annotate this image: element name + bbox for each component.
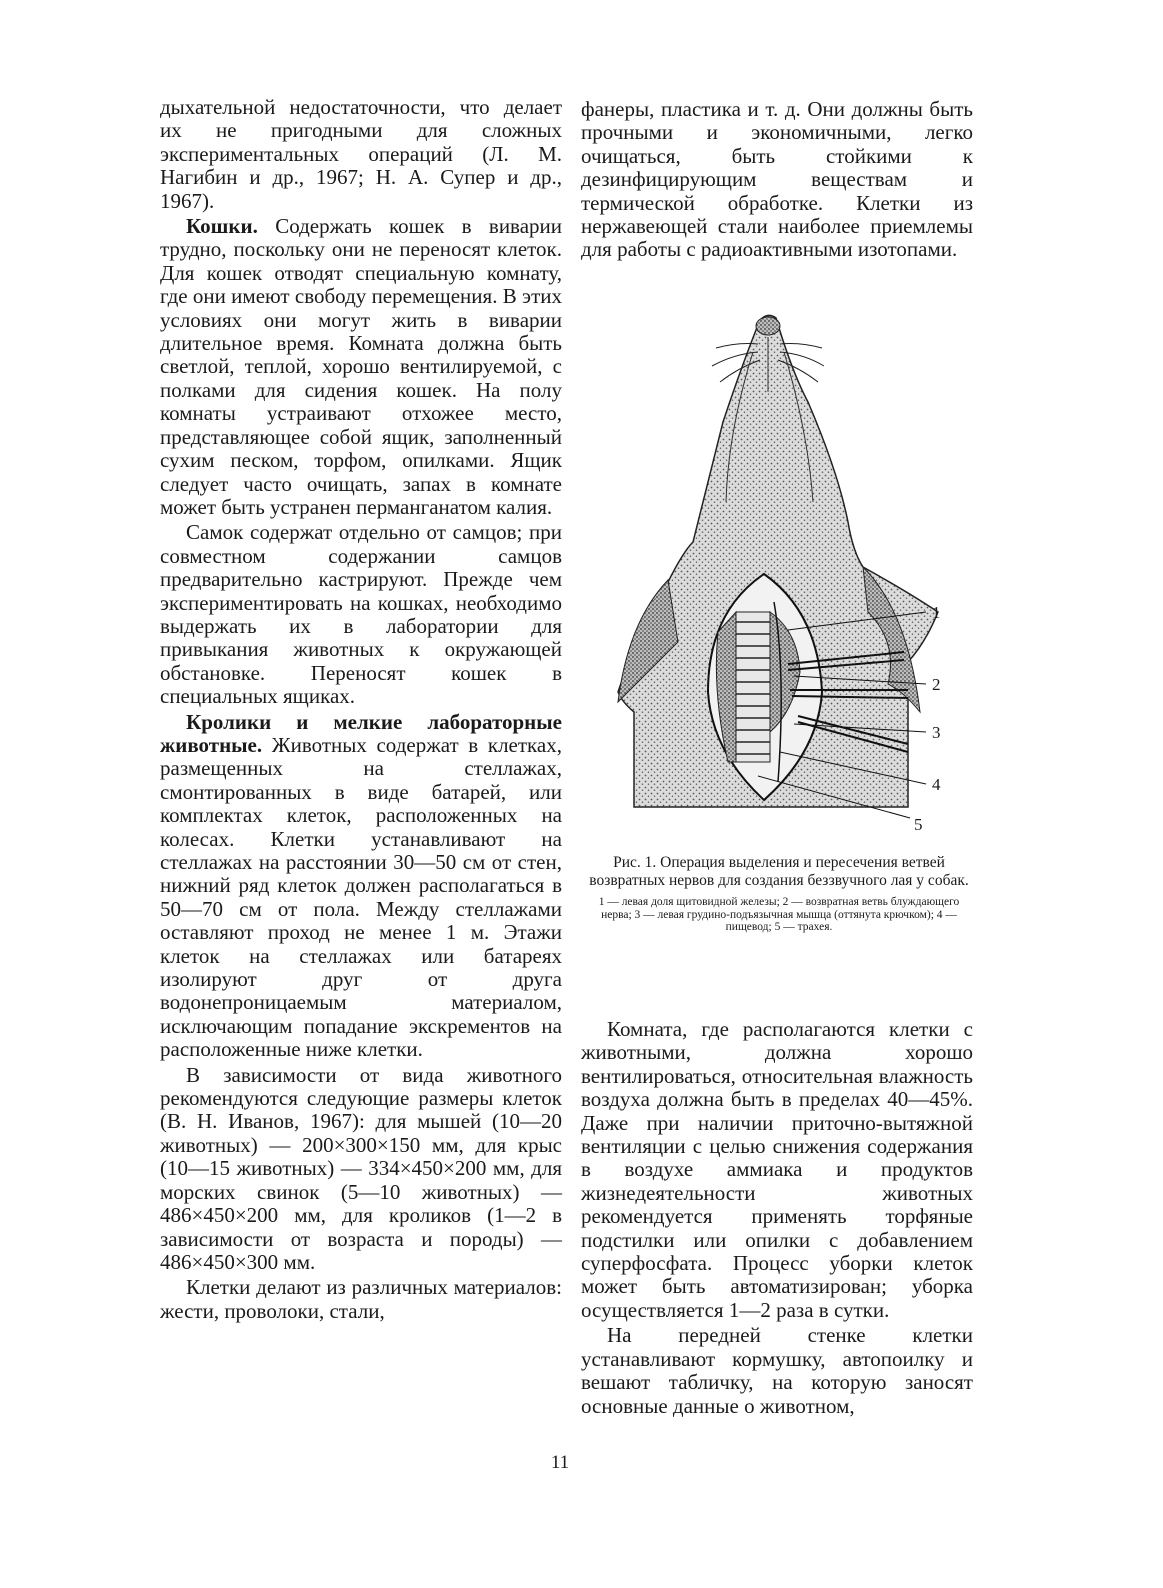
paragraph-females bbox=[160, 521, 562, 708]
paragraph-text: Самок содержат отдельно от самцов; при совместном содержании самцов предварительно кастрируют. Прежде чем экспериментировать на кошках, необходимо выдержать их в лаборатории для привыкания животных к окружающей обстановке. Переносят кошек в специальных ящиках. bbox=[160, 520, 562, 709]
right-text-column-top bbox=[581, 98, 973, 262]
paragraph-text: На передней стенке клетки устанавливают кормушку, автопоилку и вешают табличку, на которую заносят основные данные о животном, bbox=[581, 1323, 973, 1418]
right-text-column-bottom bbox=[581, 1018, 973, 1418]
paragraph-cats bbox=[160, 215, 562, 519]
paragraph-text: Клетки делают из различных материалов: жести, проволоки, стали, bbox=[160, 1275, 562, 1323]
trachea-rings bbox=[736, 612, 770, 762]
dog-nose-shape bbox=[756, 317, 780, 335]
paragraph-cage-sizes bbox=[160, 1064, 562, 1275]
caption-legend: 1 — левая доля щитовидной железы; 2 — возвратная ветвь блуждающего нерва; 3 — левая грудино-подъязычная мышца (оттянута крючком); 4 — пищевод; 5 — трахея. bbox=[598, 896, 960, 934]
paragraph-cage-materials bbox=[160, 1276, 562, 1323]
page-number: 11 bbox=[550, 1452, 570, 1473]
paragraph-respiratory bbox=[160, 96, 562, 213]
figure-label-3: 3 bbox=[932, 723, 941, 742]
cats-heading: Кошки. bbox=[186, 214, 258, 239]
paragraph-text: Содержать кошек в виварии трудно, поскольку они не переносят клеток. Для кошек отводят специальную комнату, где они имеют свободу перемещения. В этих условиях они могут жить в виварии длительное время. Комната должна быть светлой, теплой, хорошо вентилируемой, с полками для сидения кошек. На полу комнаты устраивают отхожее место, представляющее собой ящик, заполненный сухим песком, торфом, опилками. Ящик следует часто очищать, запах в комнате может быть устранен перманганатом калия. bbox=[160, 214, 562, 519]
paragraph-text: дыхательной недостаточности, что делает их не пригодными для сложных экспериментальных операций (Л. М. Нагибин и др., 1967; Н. А. Супер и др., 1967). bbox=[160, 95, 562, 213]
paragraph-text: Животных содержат в клетках, размещенных на стеллажах, смонтированных в виде батарей, или комплектах клеток, расположенных на колесах. Клетки устанавливают на стеллажах на расстоянии 30—50 см от стен, нижний ряд клеток должен располагаться в 50—70 см от пола. Между стеллажами оставляют проход не менее 1 м. Этажи клеток на стеллажах или батареях изолируют друг от друга водонепроницаемым материалом, исключающим попадание экскрементов на расположенные ниже клетки. bbox=[160, 732, 562, 1062]
figure-label-5: 5 bbox=[914, 815, 923, 834]
paragraph-feeder bbox=[581, 1324, 973, 1418]
paragraph-text: В зависимости от вида животного рекомендуются следующие размеры клеток (В. Н. Иванов, 1967): для мышей (10—20 животных) — 200×300×150 мм, для крыс (10—15 животных) — 334×450×200 мм, для морских свинок (5—10 животных) — 486×450×200 мм, для кроликов (1—2 в зависимости от возраста и породы) —486×450×300 мм. bbox=[160, 1062, 562, 1274]
dog-neck-illustration bbox=[608, 312, 958, 840]
figure-label-1: 1 bbox=[932, 603, 941, 622]
paragraph-ventilation bbox=[581, 1018, 973, 1322]
rabbits-heading: Кролики и мелкие лабораторные животные. bbox=[160, 709, 562, 757]
figure-dog-surgery-illustration bbox=[608, 312, 958, 840]
figure-caption bbox=[583, 854, 975, 934]
paragraph-rabbits bbox=[160, 711, 562, 1062]
paragraph-text: Комната, где располагаются клетки с животными, должна хорошо вентилироваться, относительная влажность воздуха должна быть в пределах 40—45%. Даже при наличии приточно-вытяжной вентиляции с целью снижения содержания в воздухе аммиака и продуктов жизнедеятельности животных рекомендуется применять торфяные подстилки или опилки с добавлением суперфосфата. Процесс уборки клеток может быть автоматизирован; уборка осуществляется 1—2 раза в сутки. bbox=[581, 1017, 973, 1322]
paragraph-materials-continued bbox=[581, 98, 973, 262]
paragraph-text: фанеры, пластика и т. д. Они должны быть прочными и экономичными, легко очищаться, быть стойкими к дезинфицирующим веществам и термической обработке. Клетки из нержавеющей стали наиболее приемлемы для работы с радиоактивными изотопами. bbox=[581, 97, 973, 262]
left-text-column bbox=[160, 96, 562, 1323]
figure-label-2: 2 bbox=[932, 675, 941, 694]
caption-title: Рис. 1. Операция выделения и пересечения ветвей возвратных нервов для создания беззвучного лая у собак. bbox=[589, 854, 969, 889]
figure-label-4: 4 bbox=[932, 775, 941, 794]
